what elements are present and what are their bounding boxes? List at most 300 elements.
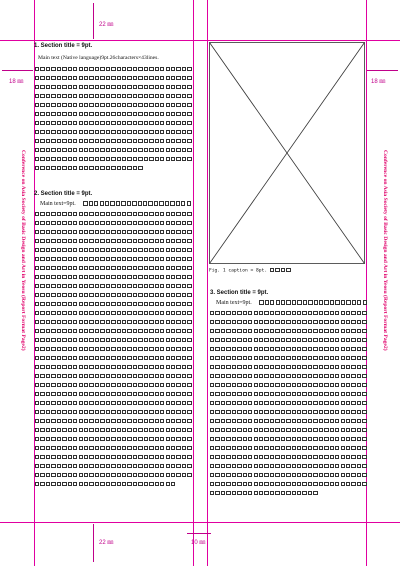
placeholder-char: [160, 482, 164, 486]
placeholder-char: [166, 230, 170, 234]
placeholder-char: [182, 275, 186, 279]
placeholder-char: [95, 94, 99, 98]
placeholder-char: [51, 356, 55, 360]
placeholder-char: [286, 446, 290, 450]
placeholder-char: [95, 455, 99, 459]
placeholder-char: [215, 410, 219, 414]
placeholder-char: [84, 67, 88, 71]
placeholder-char: [51, 392, 55, 396]
placeholder-char: [95, 275, 99, 279]
placeholder-char: [138, 94, 142, 98]
placeholder-char: [254, 482, 258, 486]
placeholder-char: [46, 139, 50, 143]
placeholder-char: [79, 464, 83, 468]
placeholder-char: [286, 428, 290, 432]
placeholder-char: [79, 275, 83, 279]
placeholder-char: [40, 139, 44, 143]
placeholder-char: [237, 320, 241, 324]
placeholder-char: [160, 212, 164, 216]
placeholder-char: [270, 491, 274, 495]
placeholder-char: [89, 356, 93, 360]
placeholder-char: [122, 121, 126, 125]
placeholder-char: [182, 157, 186, 161]
placeholder-char: [138, 284, 142, 288]
placeholder-char: [40, 284, 44, 288]
placeholder-char: [35, 446, 39, 450]
placeholder-char: [351, 464, 355, 468]
placeholder-char: [313, 428, 317, 432]
placeholder-char: [127, 311, 131, 315]
placeholder-char: [149, 212, 153, 216]
placeholder-char: [362, 365, 366, 369]
placeholder-char: [111, 257, 115, 261]
placeholder-char: [117, 329, 121, 333]
placeholder-char: [73, 365, 77, 369]
placeholder-char: [35, 383, 39, 387]
placeholder-char: [46, 221, 50, 225]
placeholder-char: [243, 491, 247, 495]
placeholder-char: [100, 139, 104, 143]
placeholder-char: [68, 401, 72, 405]
placeholder-char: [122, 148, 126, 152]
placeholder-char: [46, 473, 50, 477]
placeholder-char: [330, 464, 334, 468]
placeholder-char: [226, 464, 230, 468]
placeholder-char: [62, 148, 66, 152]
placeholder-char: [84, 365, 88, 369]
placeholder-char: [155, 212, 159, 216]
placeholder-char: [155, 320, 159, 324]
placeholder-char: [122, 221, 126, 225]
placeholder-char: [106, 356, 110, 360]
placeholder-char: [286, 437, 290, 441]
placeholder-char: [281, 455, 285, 459]
placeholder-char: [35, 85, 39, 89]
placeholder-char: [313, 365, 317, 369]
placeholder-char: [319, 338, 323, 342]
placeholder-char: [176, 67, 180, 71]
placeholder-char: [57, 437, 61, 441]
placeholder-char: [149, 374, 153, 378]
placeholder-char: [35, 419, 39, 423]
placeholder-char: [62, 139, 66, 143]
placeholder-char: [259, 329, 263, 333]
placeholder-char: [117, 365, 121, 369]
placeholder-char: [302, 419, 306, 423]
placeholder-char: [155, 157, 159, 161]
placeholder-char: [84, 166, 88, 170]
placeholder-char: [106, 446, 110, 450]
placeholder-char: [248, 401, 252, 405]
placeholder-char: [84, 446, 88, 450]
placeholder-char: [144, 347, 148, 351]
placeholder-char: [117, 94, 121, 98]
section-2-body: [35, 212, 195, 491]
placeholder-char: [221, 410, 225, 414]
placeholder-char: [351, 356, 355, 360]
placeholder-char: [89, 103, 93, 107]
placeholder-char: [324, 338, 328, 342]
placeholder-char: [51, 257, 55, 261]
placeholder-char: [68, 139, 72, 143]
placeholder-char: [237, 365, 241, 369]
placeholder-char: [221, 428, 225, 432]
placeholder-char: [106, 248, 110, 252]
placeholder-char: [160, 148, 164, 152]
placeholder-char: [319, 374, 323, 378]
placeholder-char: [160, 85, 164, 89]
placeholder-char: [122, 464, 126, 468]
placeholder-char: [122, 284, 126, 288]
placeholder-char: [324, 401, 328, 405]
placeholder-char: [346, 401, 350, 405]
placeholder-char: [166, 85, 170, 89]
placeholder-char: [357, 347, 361, 351]
placeholder-char: [138, 410, 142, 414]
placeholder-char: [68, 365, 72, 369]
placeholder-char: [160, 239, 164, 243]
placeholder-char: [73, 473, 77, 477]
placeholder-char: [144, 311, 148, 315]
placeholder-char: [281, 311, 285, 315]
placeholder-char: [106, 347, 110, 351]
section-2-intro-boxes: [83, 201, 192, 207]
placeholder-char: [100, 94, 104, 98]
placeholder-char: [346, 437, 350, 441]
placeholder-char: [111, 94, 115, 98]
placeholder-char: [111, 248, 115, 252]
placeholder-char: [122, 374, 126, 378]
placeholder-char: [254, 419, 258, 423]
placeholder-char: [226, 446, 230, 450]
placeholder-char: [127, 401, 131, 405]
placeholder-char: [35, 473, 39, 477]
placeholder-char: [259, 392, 263, 396]
placeholder-char: [149, 338, 153, 342]
right-margin-arrow: [367, 70, 398, 71]
placeholder-char: [89, 166, 93, 170]
placeholder-char: [330, 374, 334, 378]
placeholder-char: [319, 410, 323, 414]
placeholder-char: [138, 293, 142, 297]
placeholder-char: [215, 338, 219, 342]
placeholder-char: [232, 347, 236, 351]
placeholder-char: [40, 401, 44, 405]
placeholder-char: [73, 374, 77, 378]
placeholder-char: [127, 293, 131, 297]
placeholder-char: [117, 347, 121, 351]
placeholder-char: [292, 300, 296, 304]
placeholder-char: [232, 419, 236, 423]
placeholder-char: [100, 347, 104, 351]
placeholder-char: [144, 356, 148, 360]
placeholder-char: [62, 94, 66, 98]
placeholder-char: [187, 112, 191, 116]
placeholder-char: [84, 121, 88, 125]
placeholder-char: [84, 320, 88, 324]
placeholder-char: [40, 347, 44, 351]
placeholder-char: [35, 257, 39, 261]
placeholder-char: [362, 374, 366, 378]
placeholder-char: [111, 148, 115, 152]
placeholder-char: [237, 491, 241, 495]
placeholder-char: [210, 347, 214, 351]
placeholder-char: [95, 446, 99, 450]
placeholder-char: [79, 239, 83, 243]
placeholder-char: [127, 356, 131, 360]
placeholder-char: [187, 230, 191, 234]
placeholder-char: [46, 338, 50, 342]
column-gap-label: 10 ㎜: [191, 540, 206, 546]
placeholder-char: [243, 338, 247, 342]
placeholder-char: [84, 130, 88, 134]
placeholder-char: [187, 329, 191, 333]
placeholder-char: [144, 284, 148, 288]
placeholder-char: [133, 410, 137, 414]
placeholder-char: [35, 266, 39, 270]
placeholder-char: [40, 230, 44, 234]
placeholder-char: [89, 329, 93, 333]
placeholder-char: [171, 419, 175, 423]
placeholder-char: [95, 437, 99, 441]
placeholder-char: [84, 392, 88, 396]
placeholder-char: [221, 374, 225, 378]
placeholder-char: [166, 239, 170, 243]
placeholder-char: [40, 239, 44, 243]
placeholder-char: [68, 121, 72, 125]
placeholder-char: [89, 94, 93, 98]
placeholder-char: [79, 121, 83, 125]
placeholder-char: [144, 221, 148, 225]
placeholder-char: [155, 446, 159, 450]
placeholder-char: [117, 67, 121, 71]
placeholder-char: [117, 76, 121, 80]
placeholder-char: [176, 311, 180, 315]
placeholder-char: [79, 311, 83, 315]
placeholder-char: [302, 392, 306, 396]
placeholder-char: [187, 139, 191, 143]
placeholder-char: [232, 338, 236, 342]
placeholder-char: [176, 130, 180, 134]
placeholder-char: [346, 329, 350, 333]
placeholder-char: [62, 320, 66, 324]
placeholder-char: [330, 365, 334, 369]
placeholder-char: [270, 419, 274, 423]
placeholder-char: [187, 103, 191, 107]
placeholder-char: [264, 311, 268, 315]
placeholder-char: [143, 201, 147, 205]
placeholder-char: [84, 239, 88, 243]
placeholder-char: [160, 221, 164, 225]
placeholder-char: [89, 139, 93, 143]
placeholder-char: [264, 410, 268, 414]
placeholder-char: [210, 428, 214, 432]
placeholder-char: [138, 148, 142, 152]
placeholder-char: [106, 148, 110, 152]
placeholder-char: [182, 230, 186, 234]
top-margin-arrow: [93, 3, 94, 39]
placeholder-char: [160, 428, 164, 432]
placeholder-char: [79, 446, 83, 450]
placeholder-char: [51, 248, 55, 252]
placeholder-char: [149, 293, 153, 297]
placeholder-char: [362, 419, 366, 423]
placeholder-char: [46, 67, 50, 71]
placeholder-char: [155, 347, 159, 351]
placeholder-char: [84, 428, 88, 432]
placeholder-char: [73, 221, 77, 225]
placeholder-char: [95, 239, 99, 243]
placeholder-char: [160, 401, 164, 405]
placeholder-char: [46, 392, 50, 396]
placeholder-char: [149, 103, 153, 107]
placeholder-char: [351, 329, 355, 333]
placeholder-char: [62, 266, 66, 270]
placeholder-char: [243, 311, 247, 315]
placeholder-char: [171, 130, 175, 134]
placeholder-char: [215, 455, 219, 459]
placeholder-char: [297, 329, 301, 333]
placeholder-char: [302, 437, 306, 441]
placeholder-char: [319, 311, 323, 315]
placeholder-char: [281, 329, 285, 333]
placeholder-char: [187, 148, 191, 152]
placeholder-char: [149, 455, 153, 459]
placeholder-char: [182, 464, 186, 468]
column-gap-arrow: [187, 533, 211, 534]
placeholder-char: [95, 374, 99, 378]
placeholder-char: [111, 437, 115, 441]
placeholder-char: [254, 437, 258, 441]
placeholder-char: [100, 157, 104, 161]
placeholder-char: [171, 76, 175, 80]
placeholder-char: [243, 428, 247, 432]
placeholder-char: [330, 383, 334, 387]
placeholder-char: [127, 392, 131, 396]
placeholder-char: [155, 383, 159, 387]
placeholder-char: [171, 239, 175, 243]
placeholder-char: [57, 455, 61, 459]
placeholder-char: [73, 437, 77, 441]
placeholder-char: [89, 130, 93, 134]
placeholder-char: [122, 157, 126, 161]
placeholder-char: [46, 365, 50, 369]
placeholder-char: [270, 428, 274, 432]
placeholder-char: [68, 130, 72, 134]
placeholder-char: [89, 320, 93, 324]
placeholder-char: [73, 401, 77, 405]
placeholder-char: [127, 239, 131, 243]
placeholder-char: [84, 230, 88, 234]
placeholder-char: [215, 491, 219, 495]
placeholder-char: [68, 383, 72, 387]
placeholder-char: [232, 446, 236, 450]
placeholder-char: [106, 76, 110, 80]
placeholder-char: [357, 320, 361, 324]
placeholder-char: [35, 94, 39, 98]
placeholder-char: [330, 320, 334, 324]
placeholder-char: [95, 473, 99, 477]
placeholder-char: [46, 446, 50, 450]
placeholder-char: [73, 121, 77, 125]
placeholder-char: [144, 419, 148, 423]
placeholder-char: [341, 300, 345, 304]
placeholder-char: [117, 230, 121, 234]
placeholder-char: [149, 347, 153, 351]
placeholder-char: [133, 356, 137, 360]
placeholder-char: [176, 293, 180, 297]
placeholder-char: [362, 437, 366, 441]
placeholder-char: [149, 437, 153, 441]
placeholder-char: [127, 329, 131, 333]
placeholder-char: [275, 401, 279, 405]
placeholder-char: [73, 239, 77, 243]
placeholder-char: [46, 419, 50, 423]
placeholder-char: [182, 257, 186, 261]
placeholder-char: [117, 166, 121, 170]
placeholder-char: [248, 311, 252, 315]
placeholder-char: [138, 446, 142, 450]
placeholder-char: [281, 401, 285, 405]
placeholder-char: [248, 374, 252, 378]
placeholder-char: [182, 419, 186, 423]
placeholder-char: [51, 455, 55, 459]
placeholder-char: [122, 410, 126, 414]
placeholder-char: [166, 121, 170, 125]
placeholder-char: [166, 374, 170, 378]
placeholder-char: [313, 329, 317, 333]
placeholder-char: [270, 464, 274, 468]
placeholder-char: [259, 374, 263, 378]
placeholder-char: [62, 293, 66, 297]
placeholder-char: [182, 239, 186, 243]
placeholder-char: [357, 300, 361, 304]
placeholder-char: [35, 320, 39, 324]
placeholder-char: [106, 329, 110, 333]
placeholder-char: [111, 130, 115, 134]
placeholder-char: [122, 482, 126, 486]
placeholder-char: [111, 347, 115, 351]
placeholder-char: [144, 329, 148, 333]
placeholder-char: [221, 482, 225, 486]
placeholder-char: [138, 374, 142, 378]
placeholder-char: [68, 221, 72, 225]
placeholder-char: [264, 473, 268, 477]
placeholder-char: [51, 76, 55, 80]
placeholder-char: [155, 67, 159, 71]
placeholder-char: [144, 157, 148, 161]
placeholder-char: [166, 356, 170, 360]
placeholder-char: [341, 320, 345, 324]
placeholder-char: [110, 201, 114, 205]
placeholder-char: [160, 112, 164, 116]
placeholder-char: [122, 275, 126, 279]
placeholder-char: [182, 473, 186, 477]
placeholder-char: [106, 230, 110, 234]
placeholder-char: [160, 67, 164, 71]
placeholder-char: [215, 446, 219, 450]
placeholder-char: [324, 356, 328, 360]
placeholder-char: [133, 383, 137, 387]
placeholder-char: [362, 356, 366, 360]
placeholder-char: [155, 121, 159, 125]
placeholder-char: [138, 338, 142, 342]
placeholder-char: [79, 148, 83, 152]
placeholder-char: [133, 85, 137, 89]
placeholder-char: [176, 392, 180, 396]
placeholder-char: [346, 464, 350, 468]
placeholder-char: [330, 410, 334, 414]
